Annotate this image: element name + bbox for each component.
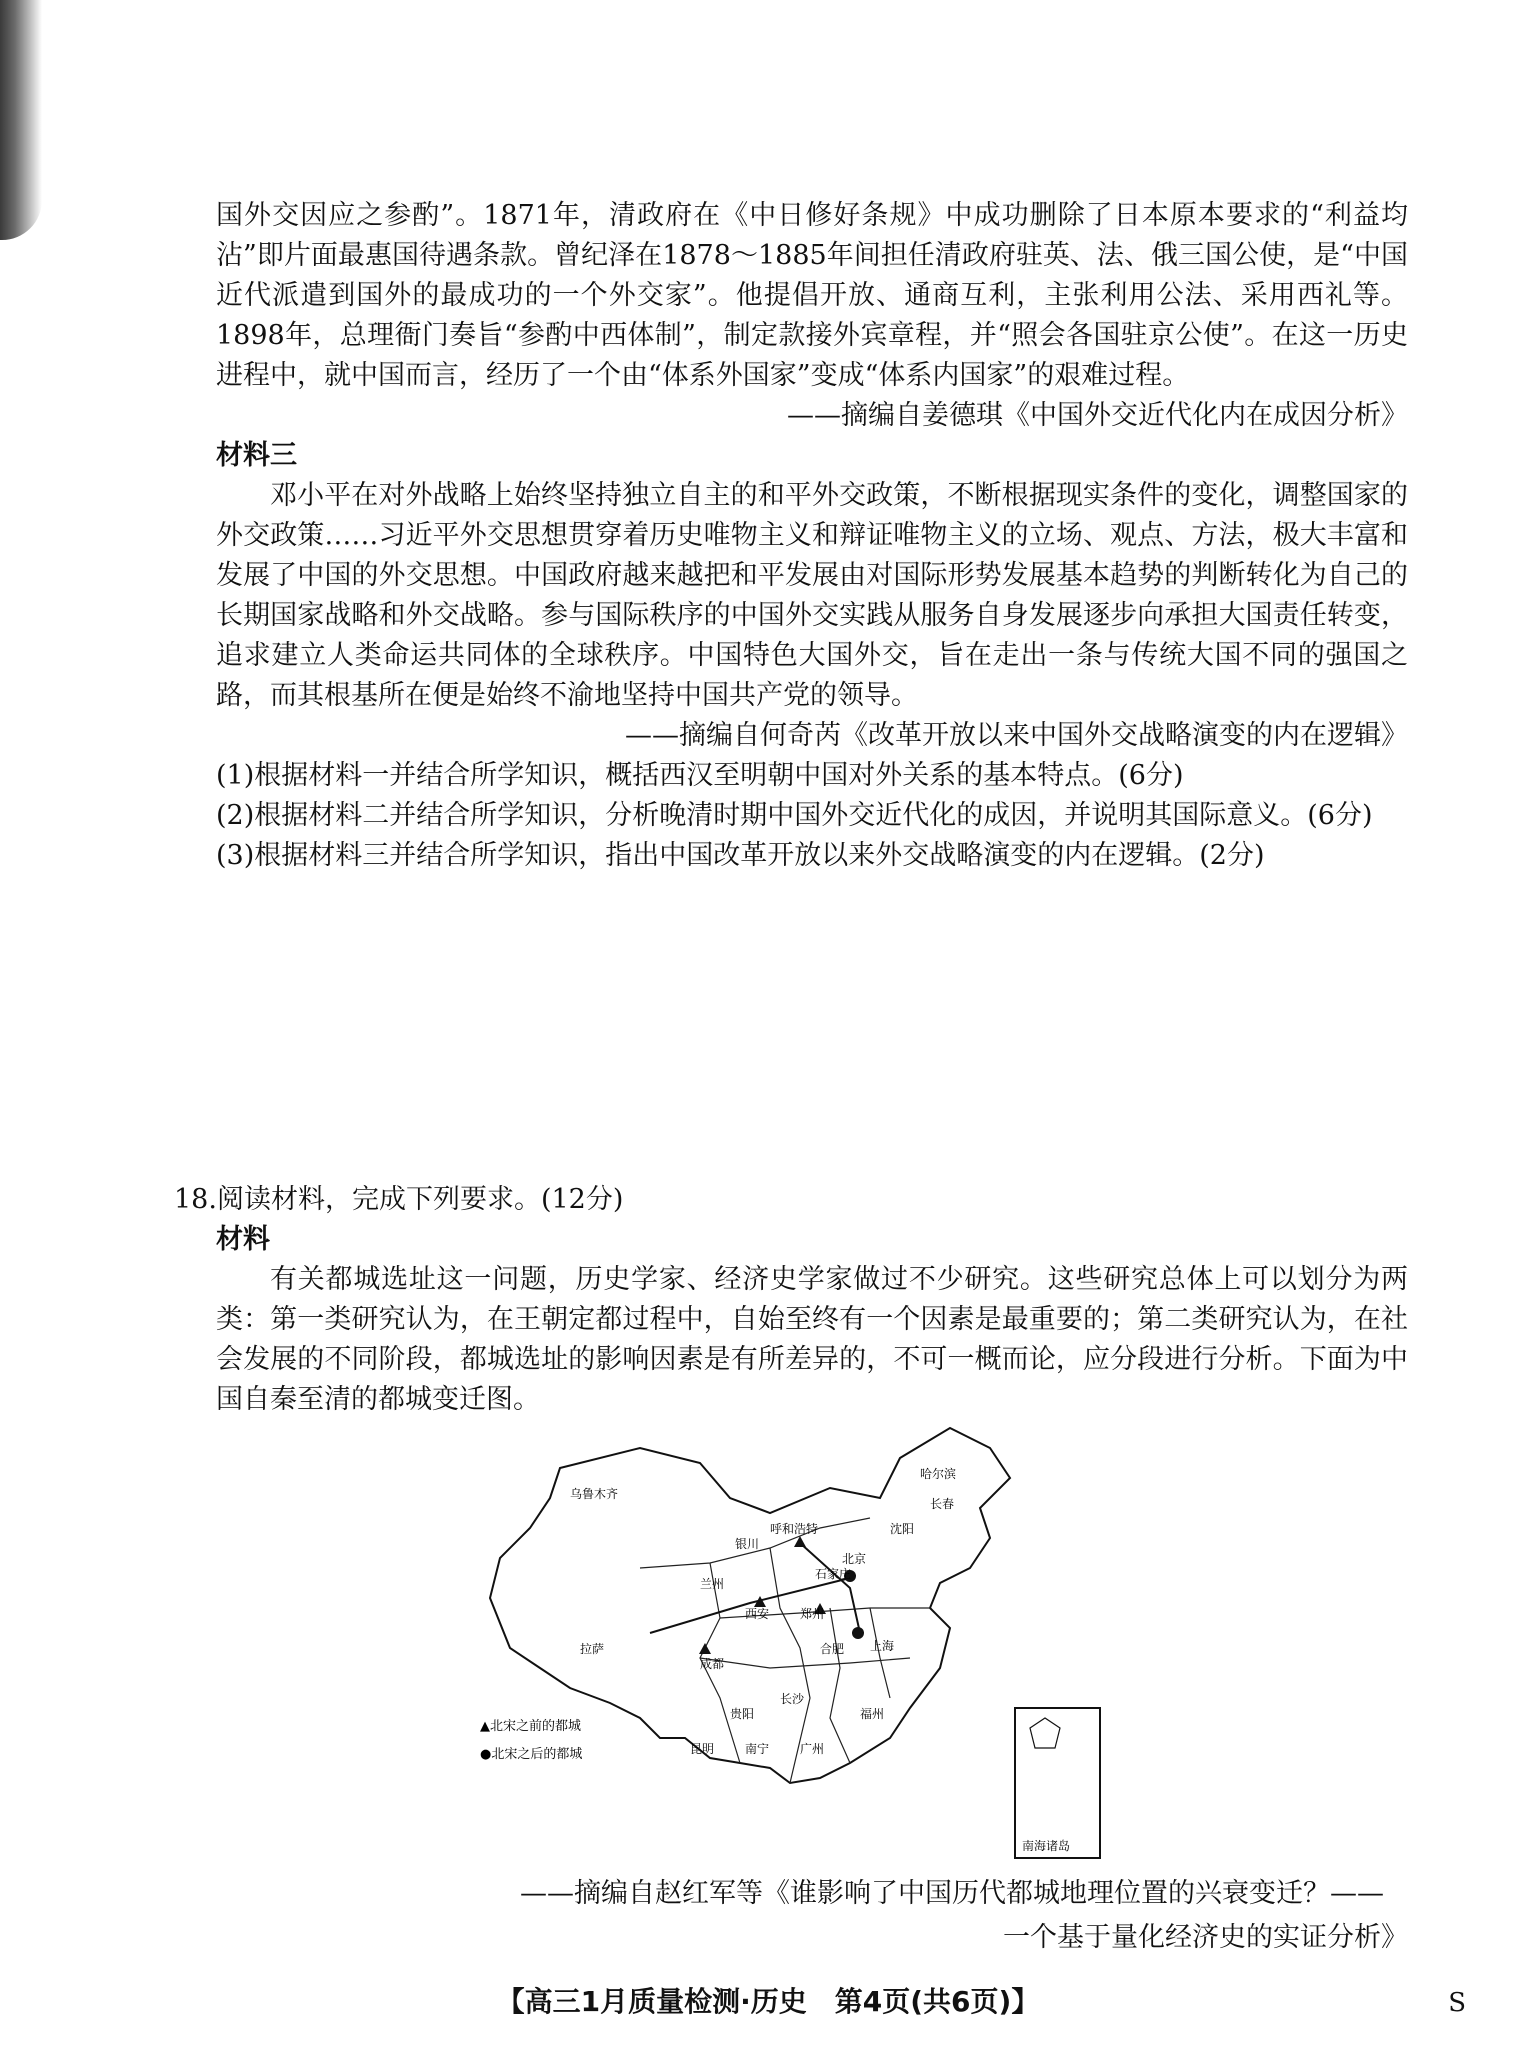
capital-dot bbox=[852, 1627, 864, 1639]
china-map-svg bbox=[470, 1418, 1130, 1868]
city-label: 长沙 bbox=[780, 1692, 805, 1706]
inset-box bbox=[1015, 1708, 1100, 1858]
city-label: 拉萨 bbox=[580, 1642, 605, 1656]
city-label: 兰州 bbox=[700, 1577, 725, 1591]
material2-source: ——摘编自姜德琪《中国外交近代化内在成因分析》 bbox=[787, 400, 1408, 431]
page-footer: 【高三1月质量检测·历史 第4页(共6页)】 bbox=[496, 1985, 1040, 2018]
city-label: 西安 bbox=[745, 1607, 770, 1621]
inset-coast bbox=[1030, 1718, 1060, 1748]
upper-text-block bbox=[216, 196, 1408, 876]
q18-source bbox=[520, 1872, 1408, 1960]
city-label: 广州 bbox=[800, 1742, 825, 1756]
province-line bbox=[870, 1608, 890, 1698]
city-label: 哈尔滨 bbox=[920, 1467, 957, 1481]
city-label: 郑州 bbox=[800, 1607, 825, 1621]
city-label: 昆明 bbox=[690, 1742, 715, 1756]
city-label: 北京 bbox=[842, 1552, 867, 1566]
city-label: 呼和浩特 bbox=[770, 1522, 819, 1536]
city-label: 南宁 bbox=[745, 1742, 770, 1756]
scan-edge-shadow bbox=[0, 0, 42, 240]
material3-label: 材料三 bbox=[216, 440, 297, 471]
city-label: 贵阳 bbox=[730, 1707, 755, 1721]
q18-source-line1: ——摘编自赵红军等《谁影响了中国历代都城地理位置的兴衰变迁？—— bbox=[520, 1878, 1384, 1909]
capital-map bbox=[470, 1418, 1130, 1868]
city-label: 福州 bbox=[860, 1707, 885, 1721]
q18-title: 18.阅读材料，完成下列要求。(12分) bbox=[174, 1184, 624, 1215]
q18-block bbox=[174, 1180, 1408, 1420]
city-label: 银川 bbox=[735, 1537, 760, 1551]
city-label: 乌鲁木齐 bbox=[570, 1487, 619, 1501]
corner-mark: S bbox=[1448, 1988, 1466, 2018]
question-3: (3)根据材料三并结合所学知识，指出中国改革开放以来外交战略演变的内在逻辑。(2分) bbox=[216, 840, 1265, 871]
city-label: 石家庄 bbox=[815, 1567, 852, 1581]
inset-label: 南海诸岛 bbox=[1022, 1839, 1071, 1853]
legend-after: ●北宋之后的都城 bbox=[480, 1747, 583, 1762]
material3-text: 邓小平在对外战略上始终坚持独立自主的和平外交政策，不断根据现实条件的变化，调整国家的外交政策……习近平外交思想贯穿着历史唯物主义和辩证唯物主义的立场、观点、方法，极大丰富和发展了中国的外交思想。中国政府越来越把和平发展由对国际形势发展基本趋势的判断转化为自己的长期国家战略和外交战略。参与国际秩序的中国外交实践从服务自身发展逐步向承担大国责任转变，追求建立人类命运共同体的全球秩序。中国特色大国外交，旨在走出一条与传统大国不同的强国之路，而其根基所在便是始终不渝地坚持中国共产党的领导。 bbox=[216, 480, 1408, 711]
legend-before: ▲北宋之前的都城 bbox=[480, 1719, 581, 1734]
material2-tail: 国外交因应之参酌”。1871年，清政府在《中日修好条规》中成功删除了日本原本要求的“利益均沾”即片面最惠国待遇条款。曾纪泽在1878～1885年间担任清政府驻英、法、俄三国公使，是“中国近代派遣到国外的最成功的一个外交家”。他提倡开放、通商互利，主张利用公法、采用西礼等。1898年，总理衙门奏旨“参酌中西体制”，制定款接外宾章程，并“照会各国驻京公使”。在这一历史进程中，就中国而言，经历了一个由“体系外国家”变成“体系内国家”的艰难过程。 bbox=[216, 200, 1408, 391]
question-2: (2)根据材料二并结合所学知识，分析晚清时期中国外交近代化的成因，并说明其国际意义。(6分) bbox=[216, 800, 1373, 831]
material3-source: ——摘编自何奇芮《改革开放以来中国外交战略演变的内在逻辑》 bbox=[625, 720, 1408, 751]
city-label: 上海 bbox=[870, 1639, 895, 1653]
q18-material-label: 材料 bbox=[216, 1224, 270, 1255]
city-label: 沈阳 bbox=[890, 1522, 915, 1536]
capital-triangle bbox=[699, 1643, 711, 1654]
q18-material-text: 有关都城选址这一问题，历史学家、经济史学家做过不少研究。这些研究总体上可以划分为两类：第一类研究认为，在王朝定都过程中，自始至终有一个因素是最重要的；第二类研究认为，在社会发展的不同阶段，都城选址的影响因素是有所差异的，不可一概而论，应分段进行分析。下面为中国自秦至清的都城变迁图。 bbox=[216, 1264, 1408, 1415]
province-line bbox=[830, 1608, 850, 1763]
q18-source-line2: 一个基于量化经济史的实证分析》 bbox=[1003, 1922, 1408, 1953]
city-label: 成都 bbox=[700, 1657, 725, 1671]
question-1: (1)根据材料一并结合所学知识，概括西汉至明朝中国对外关系的基本特点。(6分) bbox=[216, 760, 1184, 791]
city-label: 合肥 bbox=[820, 1642, 845, 1656]
province-line bbox=[700, 1658, 910, 1668]
city-label: 长春 bbox=[930, 1497, 955, 1511]
